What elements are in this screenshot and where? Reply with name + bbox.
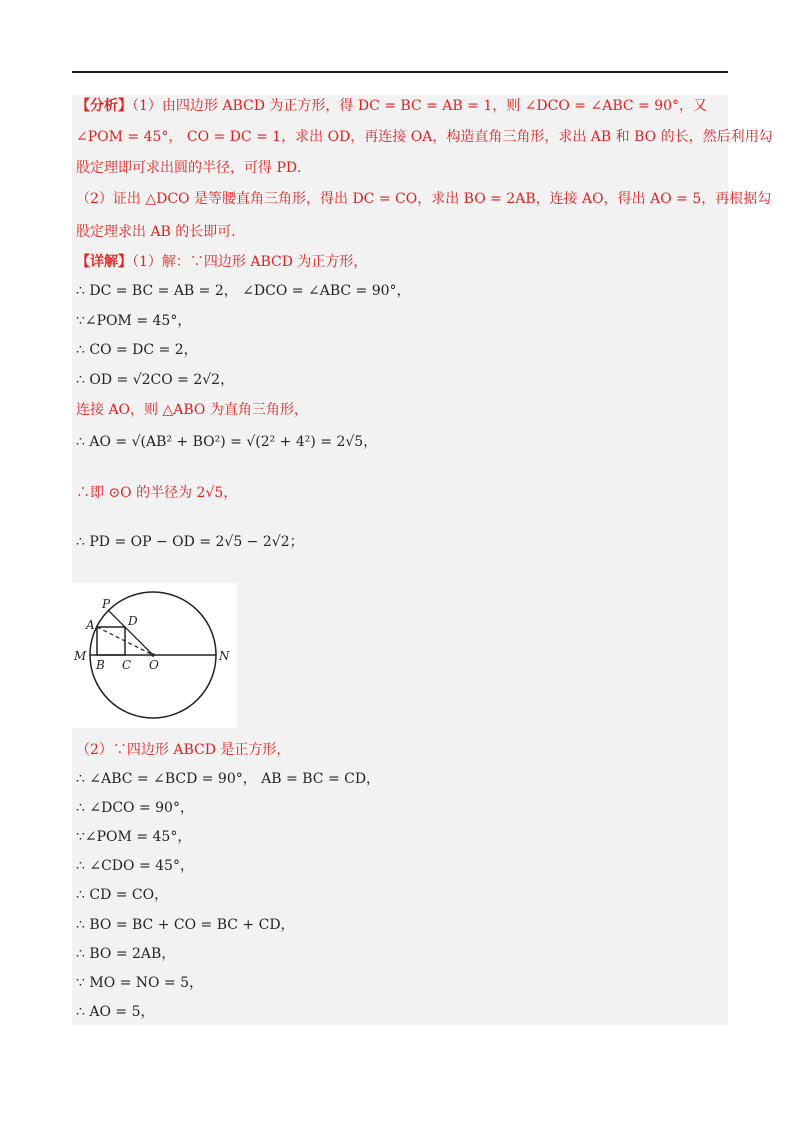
label-n: N — [219, 649, 230, 663]
label-c: C — [122, 658, 132, 672]
label-p: P — [102, 597, 111, 611]
analysis-line-3: 股定理即可求出圆的半径，可得 PD． — [76, 160, 312, 176]
square-abcd — [97, 627, 125, 655]
label-o: O — [149, 658, 159, 672]
detail-step-1: ∴ DC = BC = AB = 2， ∠DCO = ∠ABC = 90°， — [76, 283, 411, 299]
label-d: D — [128, 614, 138, 628]
label-b: B — [96, 658, 105, 672]
part2-step-3: ∵∠POM = 45°， — [76, 829, 192, 845]
part2-intro: （2）∵四边形 ABCD 是正方形， — [76, 742, 291, 758]
part2-step-8: ∵ MO = NO = 5， — [76, 975, 204, 991]
center-point — [151, 653, 155, 657]
detail-step-2: ∵∠POM = 45°， — [76, 313, 192, 329]
analysis-line-5: 股定理求出 AB 的长即可． — [76, 224, 246, 240]
detail-step-7: ∴即 ⊙O 的半径为 2√5， — [76, 485, 238, 501]
geometry-figure — [72, 583, 237, 728]
analysis-line-4: （2）证出 △DCO 是等腰直角三角形，得出 DC = CO，求出 BO = 2AB，连接 AO，得出 AO = 5，再根据勾 — [76, 191, 772, 207]
part2-step-4: ∴ ∠CDO = 45°， — [76, 858, 194, 874]
detail-step-4: ∴ OD = √2CO = 2√2， — [76, 372, 235, 388]
part2-step-7: ∴ BO = 2AB， — [76, 946, 176, 962]
header-rule — [72, 71, 728, 73]
detail-step-3: ∴ CO = DC = 2， — [76, 342, 198, 358]
analysis-line-2: ∠POM = 45°， CO = DC = 1，求出 OD，再连接 OA，构造直角三角形，求出 AB 和 BO 的长，然后利用勾 — [76, 129, 773, 145]
detail-step-8: ∴ PD = OP − OD = 2√5 − 2√2； — [76, 534, 304, 550]
part2-step-1: ∴ ∠ABC = ∠BCD = 90°， AB = BC = CD， — [76, 771, 381, 787]
part2-step-2: ∴ ∠DCO = 90°， — [76, 800, 194, 816]
circle-diagram — [72, 583, 237, 728]
detail-step-5: 连接 AO，则 △ABO 为直角三角形， — [76, 402, 308, 418]
part2-step-5: ∴ CD = CO， — [76, 887, 169, 903]
part2-step-6: ∴ BO = BC + CO = BC + CD， — [76, 917, 295, 933]
detail-step-6: ∴ AO = √(AB² + BO²) = √(2² + 4²) = 2√5， — [76, 434, 378, 450]
analysis-line-1: 【分析】（1）由四边形 ABCD 为正方形，得 DC = BC = AB = 1，则 ∠DCO = ∠ABC = 90°，又 — [76, 98, 708, 114]
detail-intro: 【详解】（1）解：∵四边形 ABCD 为正方形， — [76, 254, 368, 270]
label-a: A — [86, 618, 95, 632]
part2-step-9: ∴ AO = 5， — [76, 1004, 155, 1020]
label-m: M — [74, 649, 87, 663]
